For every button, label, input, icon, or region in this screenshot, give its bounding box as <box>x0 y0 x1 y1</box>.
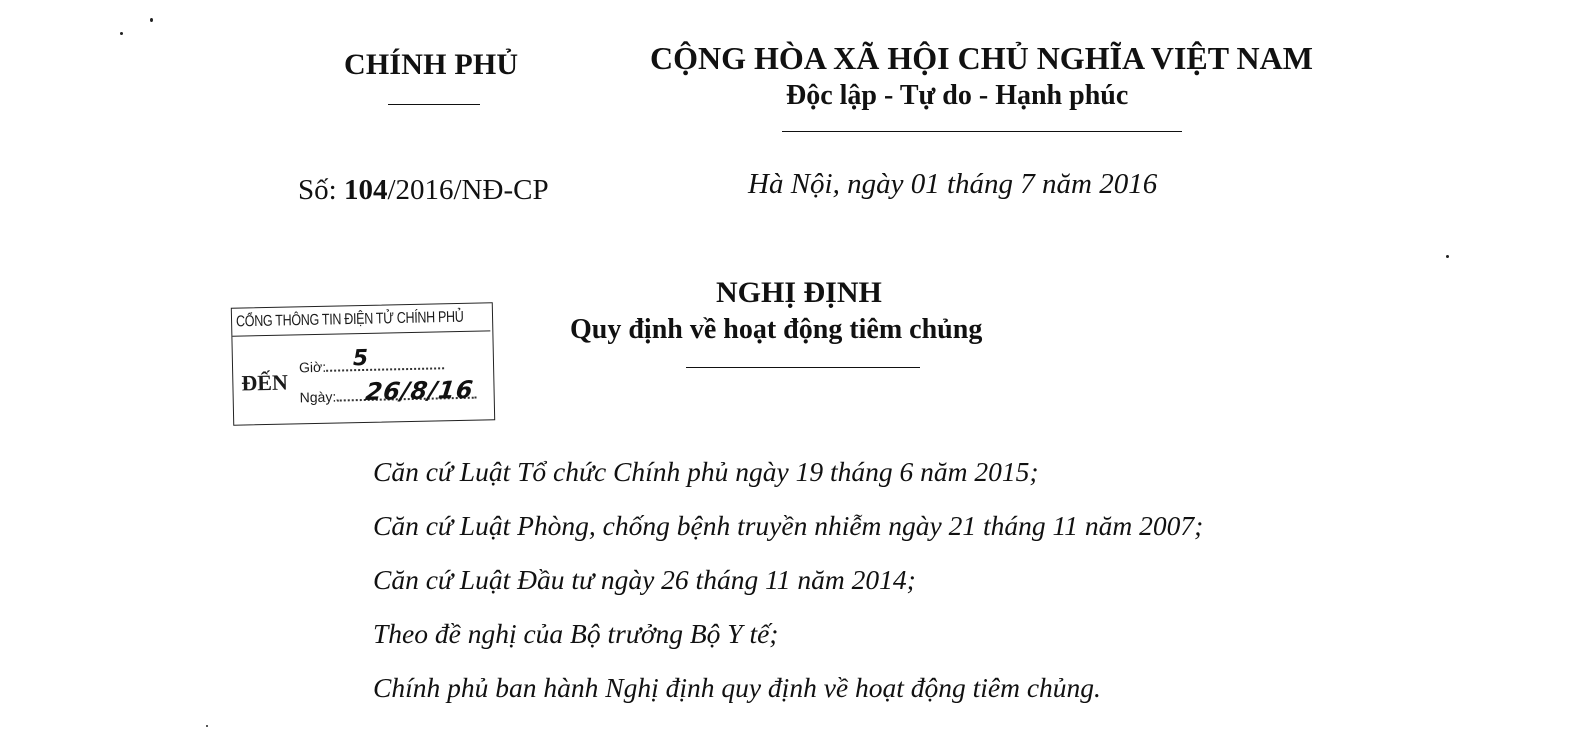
enactment-statement: Chính phủ ban hành Nghị định quy định về hoạt động tiêm chủng. <box>373 672 1101 703</box>
stamp-date-handwritten: 26/8/16 <box>363 375 476 406</box>
national-name: CỘNG HÒA XÃ HỘI CHỦ NGHĨA VIỆT NAM <box>650 40 1313 76</box>
legal-basis-item: Căn cứ Luật Phòng, chống bệnh truyền nhiễm ngày 21 tháng 11 năm 2007; <box>373 510 1204 541</box>
stamp-header: CỔNG THÔNG TIN ĐIỆN TỬ CHÍNH PHỦ <box>235 307 464 331</box>
stamp-divider <box>232 330 490 336</box>
stamp-time-label: Giờ: <box>298 358 327 376</box>
scan-speck <box>206 725 208 727</box>
subject-underline <box>686 367 920 368</box>
legal-basis-list <box>373 454 1203 724</box>
stamp-label: ĐẾN <box>241 369 289 396</box>
document-subject: Quy định về hoạt động tiêm chủng <box>570 314 983 345</box>
received-stamp <box>231 302 495 425</box>
document-type: NGHỊ ĐỊNH <box>716 276 882 309</box>
place-and-date: Hà Nội, ngày 01 tháng 7 năm 2016 <box>748 168 1158 200</box>
motto-underline <box>782 131 1182 132</box>
legal-basis-item: Theo đề nghị của Bộ trưởng Bộ Y tế; <box>373 618 779 649</box>
national-motto: Độc lập - Tự do - Hạnh phúc <box>786 80 1129 111</box>
stamp-time-handwritten: 5 <box>352 345 369 372</box>
document-number-prefix: Số: <box>298 174 344 206</box>
stamp-time-dots <box>326 357 444 371</box>
document-number-value: 104 <box>343 174 388 206</box>
stamp-time-row <box>299 356 444 375</box>
scan-speck <box>1446 255 1449 258</box>
agency-underline <box>388 104 480 105</box>
legal-basis-item: Căn cứ Luật Tổ chức Chính phủ ngày 19 tháng 6 năm 2015; <box>373 456 1039 487</box>
document-number-suffix: /2016/NĐ-CP <box>387 174 549 206</box>
issuing-agency: CHÍNH PHỦ <box>344 48 519 81</box>
document-number <box>298 174 549 207</box>
legal-basis-item: Căn cứ Luật Đầu tư ngày 26 tháng 11 năm 2014; <box>373 564 916 595</box>
stamp-date-label: Ngày: <box>299 388 337 406</box>
scan-speck <box>120 32 123 35</box>
scan-speck <box>150 18 153 22</box>
